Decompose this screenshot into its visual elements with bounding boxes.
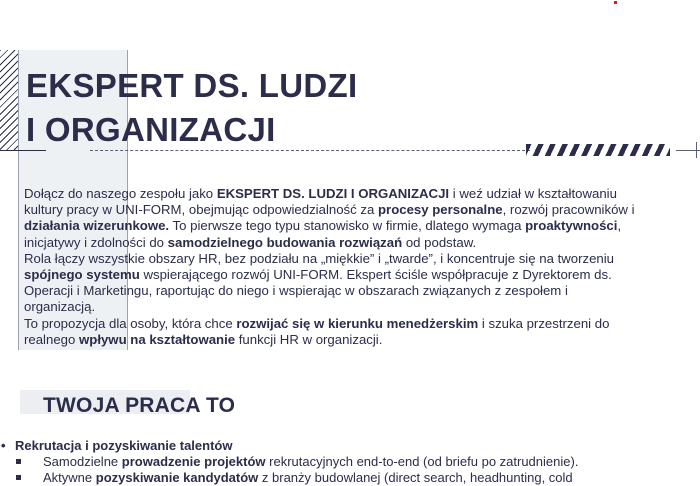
intro-paragraph-1 <box>24 186 636 251</box>
text: funkcji HR w organizacji. <box>235 331 383 347</box>
text: z branży budowlanej (direct search, headhunting, cold <box>258 470 573 485</box>
emphasis: proaktywności <box>525 218 618 234</box>
text: To pierwsze tego typu stanowisko w firmie, dlatego wymaga <box>169 218 526 234</box>
text: od podstaw. <box>402 234 477 250</box>
text: , rozwój pracowników i <box>502 202 635 218</box>
emphasis: rozwijać się w kierunku menedżerskim <box>236 315 479 331</box>
section-title: TWOJA PRACA TO <box>43 394 236 417</box>
title-line-2: I ORGANIZACJI <box>26 111 276 148</box>
text: rekrutacyjnych end-to-end (od briefu po zatrudnienie). <box>265 454 579 469</box>
emphasis: wpływu na kształtowanie <box>79 331 236 347</box>
text: Samodzielne <box>43 454 122 469</box>
decorative-tick <box>696 142 697 158</box>
dashed-divider <box>90 150 530 151</box>
sub-list-item <box>0 454 700 470</box>
striped-ornament <box>526 144 670 156</box>
intro-paragraph-2 <box>24 251 636 316</box>
emphasis: działania wizerunkowe. <box>24 218 170 234</box>
text: To propozycja dla osoby, która chce <box>24 315 237 331</box>
square-bullet-icon <box>16 475 21 480</box>
title-line-1: EKSPERT DS. LUDZI <box>26 67 358 104</box>
intro-paragraph-3 <box>24 316 636 348</box>
emphasis: prowadzenie projektów <box>121 454 266 469</box>
list-item <box>0 438 700 454</box>
text: wspierającego rozwój UNI-FORM. Ekspert ściśle współpracuje z Dyrektorem ds. Operacji i Marketingu, raportując do niego i wspierając w obszarach związanych z zespołem i organizacją. <box>24 267 612 315</box>
decorative-dot <box>614 1 617 4</box>
page-title <box>26 64 357 152</box>
list-item-label: Rekrutacja i pozyskiwanie talentów <box>15 438 233 453</box>
text: Rola łączy wszystkie obszary HR, bez podziału na „miękkie” i „twarde”, i koncentruje się na tworzeniu <box>24 250 615 266</box>
emphasis: samodzielnego budowania rozwiązań <box>167 234 403 250</box>
text: Dołącz do naszego zespołu jako <box>24 186 217 201</box>
emphasis: procesy personalne <box>378 202 503 218</box>
square-bullet-icon <box>16 459 21 464</box>
responsibilities-list <box>0 438 700 486</box>
emphasis: EKSPERT DS. LUDZI I ORGANIZACJI <box>216 186 450 201</box>
text: i weź udział w kształtowaniu kultury pracy w UNI-FORM, obejmując odpowiedzialność za <box>24 186 617 218</box>
emphasis: spójnego systemu <box>24 267 140 283</box>
text: , inicjatywy i zdolności do <box>24 218 622 250</box>
emphasis: pozyskiwanie kandydatów <box>95 470 259 485</box>
text: Aktywne <box>43 470 96 485</box>
intro-text <box>24 186 636 348</box>
text: i szuka przestrzeni do realnego <box>24 315 610 347</box>
sub-list-item <box>0 470 700 486</box>
bullet-icon: • <box>1 438 6 453</box>
